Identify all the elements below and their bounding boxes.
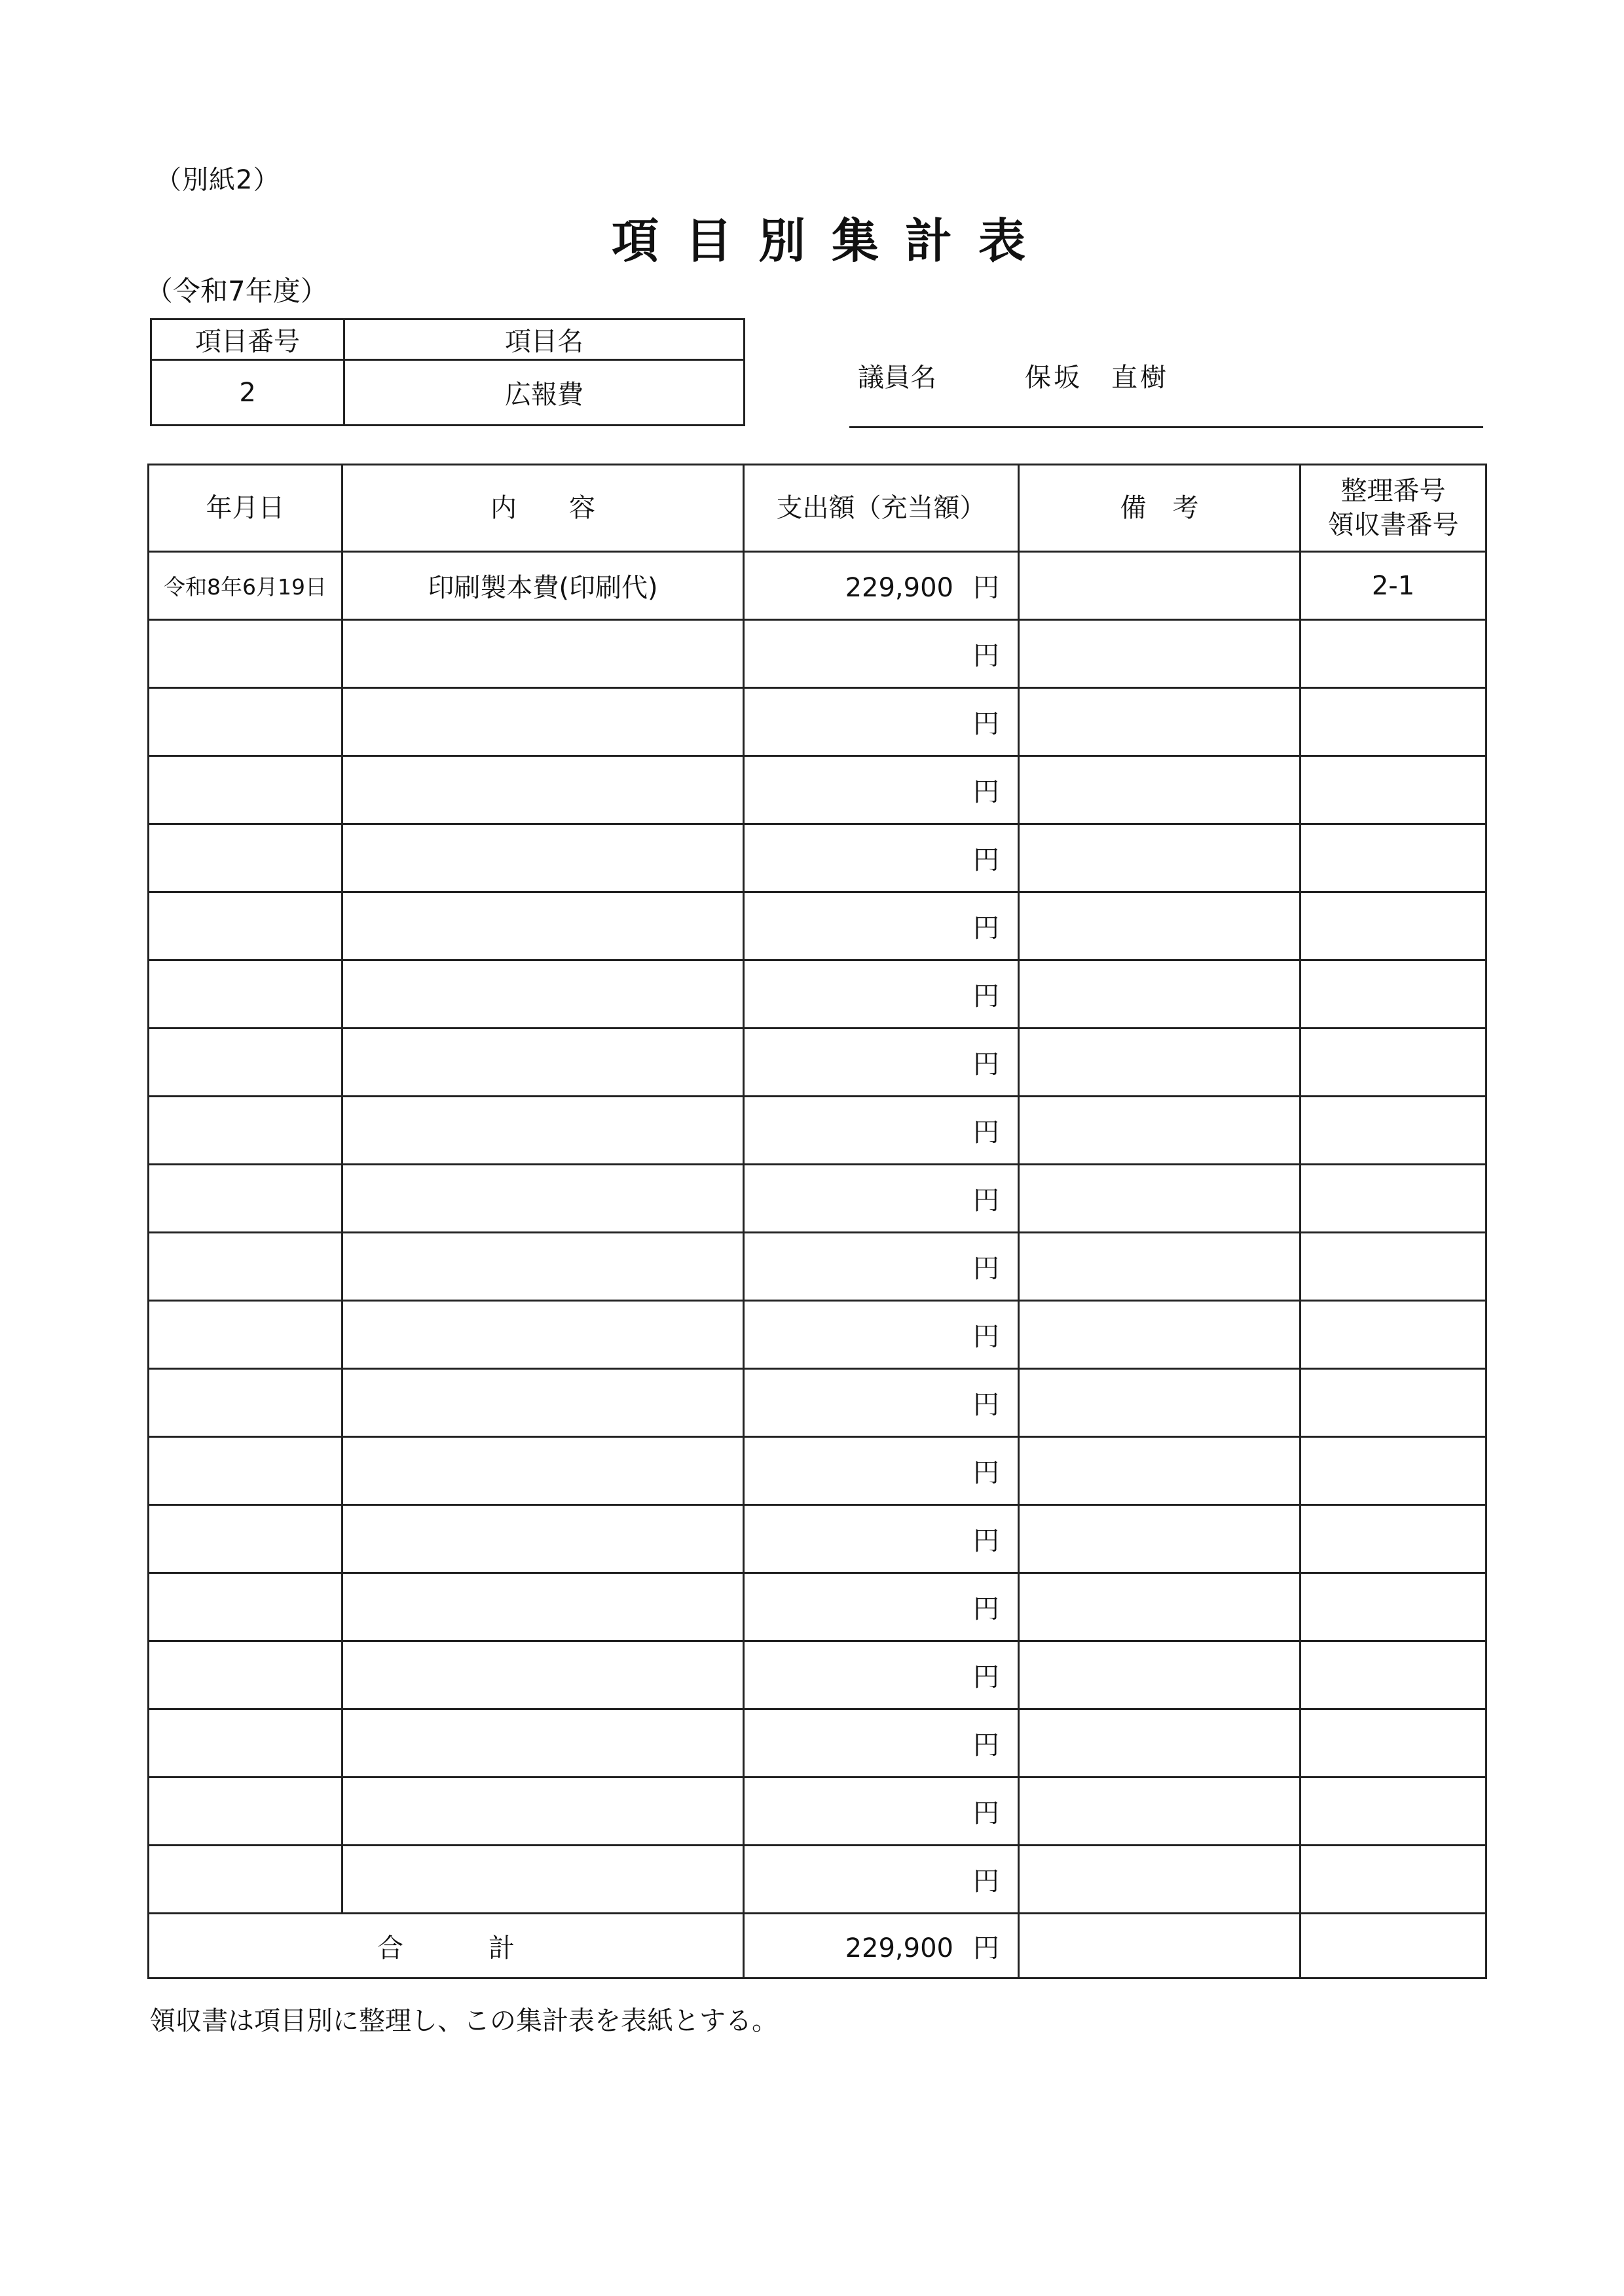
receipt-cell [1301, 960, 1486, 1029]
date-cell [149, 1641, 342, 1709]
yen-unit: 円 [973, 1526, 999, 1556]
remarks-cell [1019, 1505, 1301, 1573]
member-name: 保坂 直樹 [1025, 363, 1169, 393]
date-cell [149, 1165, 342, 1233]
fiscal-year: （令和7年度） [145, 275, 328, 307]
receipt-number-header [1301, 465, 1486, 552]
receipt-cell [1301, 892, 1486, 960]
table-row [149, 1369, 1486, 1437]
yen-unit: 円 [973, 1458, 999, 1488]
content-cell [342, 1437, 744, 1505]
content-header: 内 容 [342, 465, 744, 552]
remarks-cell [1019, 620, 1301, 688]
receipt-cell [1301, 1165, 1486, 1233]
footnote: 領収書は項目別に整理し、この集計表を表紙とする。 [149, 2006, 778, 2036]
table-row [149, 824, 1486, 892]
receipt-cell [1301, 1097, 1486, 1165]
receipt-cell [1301, 1369, 1486, 1437]
table-row [149, 552, 1486, 620]
remarks-cell [1019, 1709, 1301, 1777]
total-label: 合計 [149, 1914, 744, 1978]
remarks-cell [1019, 1573, 1301, 1641]
receipt-cell [1301, 620, 1486, 688]
member-underline [849, 426, 1483, 428]
remarks-cell [1019, 960, 1301, 1029]
receipt-header-line1: 整理番号 [1340, 476, 1446, 506]
amount-cell [744, 1369, 1019, 1437]
receipt-cell [1301, 1029, 1486, 1097]
date-cell [149, 1437, 342, 1505]
table-row [149, 960, 1486, 1029]
item-name-value: 広報費 [344, 360, 745, 426]
table-row [149, 1165, 1486, 1233]
amount-cell [744, 1437, 1019, 1505]
remarks-cell [1019, 1846, 1301, 1914]
remarks-cell [1019, 1233, 1301, 1301]
amount-cell [744, 1777, 1019, 1846]
receipt-cell [1301, 1505, 1486, 1573]
table-row [149, 1709, 1486, 1777]
yen-unit: 円 [973, 573, 999, 603]
attachment-label: （別紙2） [155, 165, 280, 195]
content-cell [342, 1029, 744, 1097]
remarks-cell [1019, 824, 1301, 892]
remarks-cell [1019, 892, 1301, 960]
table-header-row [149, 465, 1486, 552]
yen-unit: 円 [973, 709, 999, 739]
receipt-header-line2: 領収書番号 [1327, 510, 1459, 540]
content-cell [342, 1369, 744, 1437]
table-row [149, 1029, 1486, 1097]
receipt-cell [1301, 1641, 1486, 1709]
remarks-cell [1019, 756, 1301, 824]
item-number-header: 項目番号 [151, 319, 344, 360]
amount-cell [744, 688, 1019, 756]
content-cell [342, 1097, 744, 1165]
yen-unit: 円 [973, 1867, 999, 1897]
total-remarks-cell [1019, 1914, 1301, 1978]
table-row [149, 1641, 1486, 1709]
content-cell [342, 756, 744, 824]
yen-unit: 円 [973, 1118, 999, 1148]
table-row [149, 892, 1486, 960]
yen-unit: 円 [973, 1186, 999, 1216]
date-cell [149, 824, 342, 892]
content-cell [342, 1573, 744, 1641]
yen-unit: 円 [973, 1798, 999, 1829]
yen-unit: 円 [973, 1662, 999, 1692]
total-amount-cell [744, 1914, 1019, 1978]
amount-cell [744, 1097, 1019, 1165]
table-row [149, 1097, 1486, 1165]
date-cell [149, 1301, 342, 1369]
expense-table [147, 464, 1487, 1979]
amount-cell [744, 756, 1019, 824]
amount-cell [744, 1165, 1019, 1233]
yen-unit: 円 [973, 1933, 999, 1963]
table-row [149, 1846, 1486, 1914]
yen-unit: 円 [973, 777, 999, 807]
table-row [149, 1233, 1486, 1301]
table-row [149, 688, 1486, 756]
item-name-header: 項目名 [344, 319, 745, 360]
yen-unit: 円 [973, 1254, 999, 1284]
yen-unit: 円 [973, 845, 999, 875]
date-cell [149, 1233, 342, 1301]
date-cell [149, 1369, 342, 1437]
total-receipt-cell [1301, 1914, 1486, 1978]
date-cell [149, 1846, 342, 1914]
remarks-cell [1019, 1097, 1301, 1165]
amount-cell [744, 1029, 1019, 1097]
amount-cell [744, 1846, 1019, 1914]
table-row [149, 756, 1486, 824]
amount-cell [744, 1573, 1019, 1641]
yen-unit: 円 [973, 641, 999, 671]
date-cell [149, 756, 342, 824]
date-cell [149, 892, 342, 960]
table-row [149, 1301, 1486, 1369]
receipt-cell [1301, 756, 1486, 824]
content-cell [342, 1301, 744, 1369]
receipt-cell [1301, 824, 1486, 892]
amount-cell [744, 1233, 1019, 1301]
remarks-cell [1019, 1437, 1301, 1505]
table-row [149, 620, 1486, 688]
amount-cell [744, 1709, 1019, 1777]
table-row [149, 1505, 1486, 1573]
receipt-cell [1301, 1846, 1486, 1914]
remarks-cell [1019, 688, 1301, 756]
yen-unit: 円 [973, 1390, 999, 1420]
table-row [149, 1437, 1486, 1505]
remarks-cell [1019, 1369, 1301, 1437]
total-row [149, 1914, 1486, 1978]
amount-cell [744, 824, 1019, 892]
content-cell [342, 892, 744, 960]
content-cell [342, 620, 744, 688]
receipt-cell [1301, 688, 1486, 756]
content-cell [342, 824, 744, 892]
yen-unit: 円 [973, 913, 999, 943]
remarks-cell [1019, 1777, 1301, 1846]
yen-unit: 円 [973, 1730, 999, 1760]
date-cell [149, 620, 342, 688]
item-number-value: 2 [151, 360, 344, 426]
receipt-cell [1301, 1301, 1486, 1369]
amount-cell [744, 552, 1019, 620]
content-cell [342, 688, 744, 756]
yen-unit: 円 [973, 1322, 999, 1352]
content-cell [342, 1641, 744, 1709]
yen-unit: 円 [973, 981, 999, 1011]
receipt-cell [1301, 1437, 1486, 1505]
date-cell [149, 1777, 342, 1846]
amount-cell [744, 1505, 1019, 1573]
date-cell [149, 1709, 342, 1777]
remarks-cell [1019, 1301, 1301, 1369]
remarks-cell [1019, 1165, 1301, 1233]
member-label: 議員名 [858, 363, 936, 393]
content-cell [342, 1709, 744, 1777]
date-cell [149, 960, 342, 1029]
yen-unit: 円 [973, 1049, 999, 1080]
amount-cell [744, 960, 1019, 1029]
remarks-cell [1019, 1641, 1301, 1709]
amount-cell [744, 620, 1019, 688]
content-cell: 印刷製本費(印刷代) [342, 552, 744, 620]
amount-header: 支出額（充当額） [744, 465, 1019, 552]
amount-cell [744, 1301, 1019, 1369]
date-cell [149, 1505, 342, 1573]
date-cell [149, 1573, 342, 1641]
table-row [149, 1777, 1486, 1846]
receipt-cell [1301, 1573, 1486, 1641]
date-header: 年月日 [149, 465, 342, 552]
receipt-cell [1301, 1777, 1486, 1846]
remarks-cell [1019, 1029, 1301, 1097]
content-cell [342, 1233, 744, 1301]
receipt-cell [1301, 1233, 1486, 1301]
yen-unit: 円 [973, 1594, 999, 1624]
date-cell [149, 1097, 342, 1165]
content-cell [342, 1165, 744, 1233]
receipt-cell [1301, 1709, 1486, 1777]
total-amount: 229,900 [845, 1933, 953, 1963]
content-cell [342, 1505, 744, 1573]
document-title: 項目別集計表 [611, 213, 1052, 268]
amount-cell [744, 1641, 1019, 1709]
receipt-cell: 2-1 [1301, 552, 1486, 620]
remarks-header: 備 考 [1019, 465, 1301, 552]
content-cell [342, 960, 744, 1029]
remarks-cell [1019, 552, 1301, 620]
content-cell [342, 1777, 744, 1846]
date-cell [149, 1029, 342, 1097]
date-cell: 令和8年6月19日 [149, 552, 342, 620]
content-cell [342, 1846, 744, 1914]
date-cell [149, 688, 342, 756]
item-info-table [150, 318, 745, 426]
amount-cell [744, 892, 1019, 960]
amount-value: 229,900 [845, 573, 953, 603]
table-row [149, 1573, 1486, 1641]
